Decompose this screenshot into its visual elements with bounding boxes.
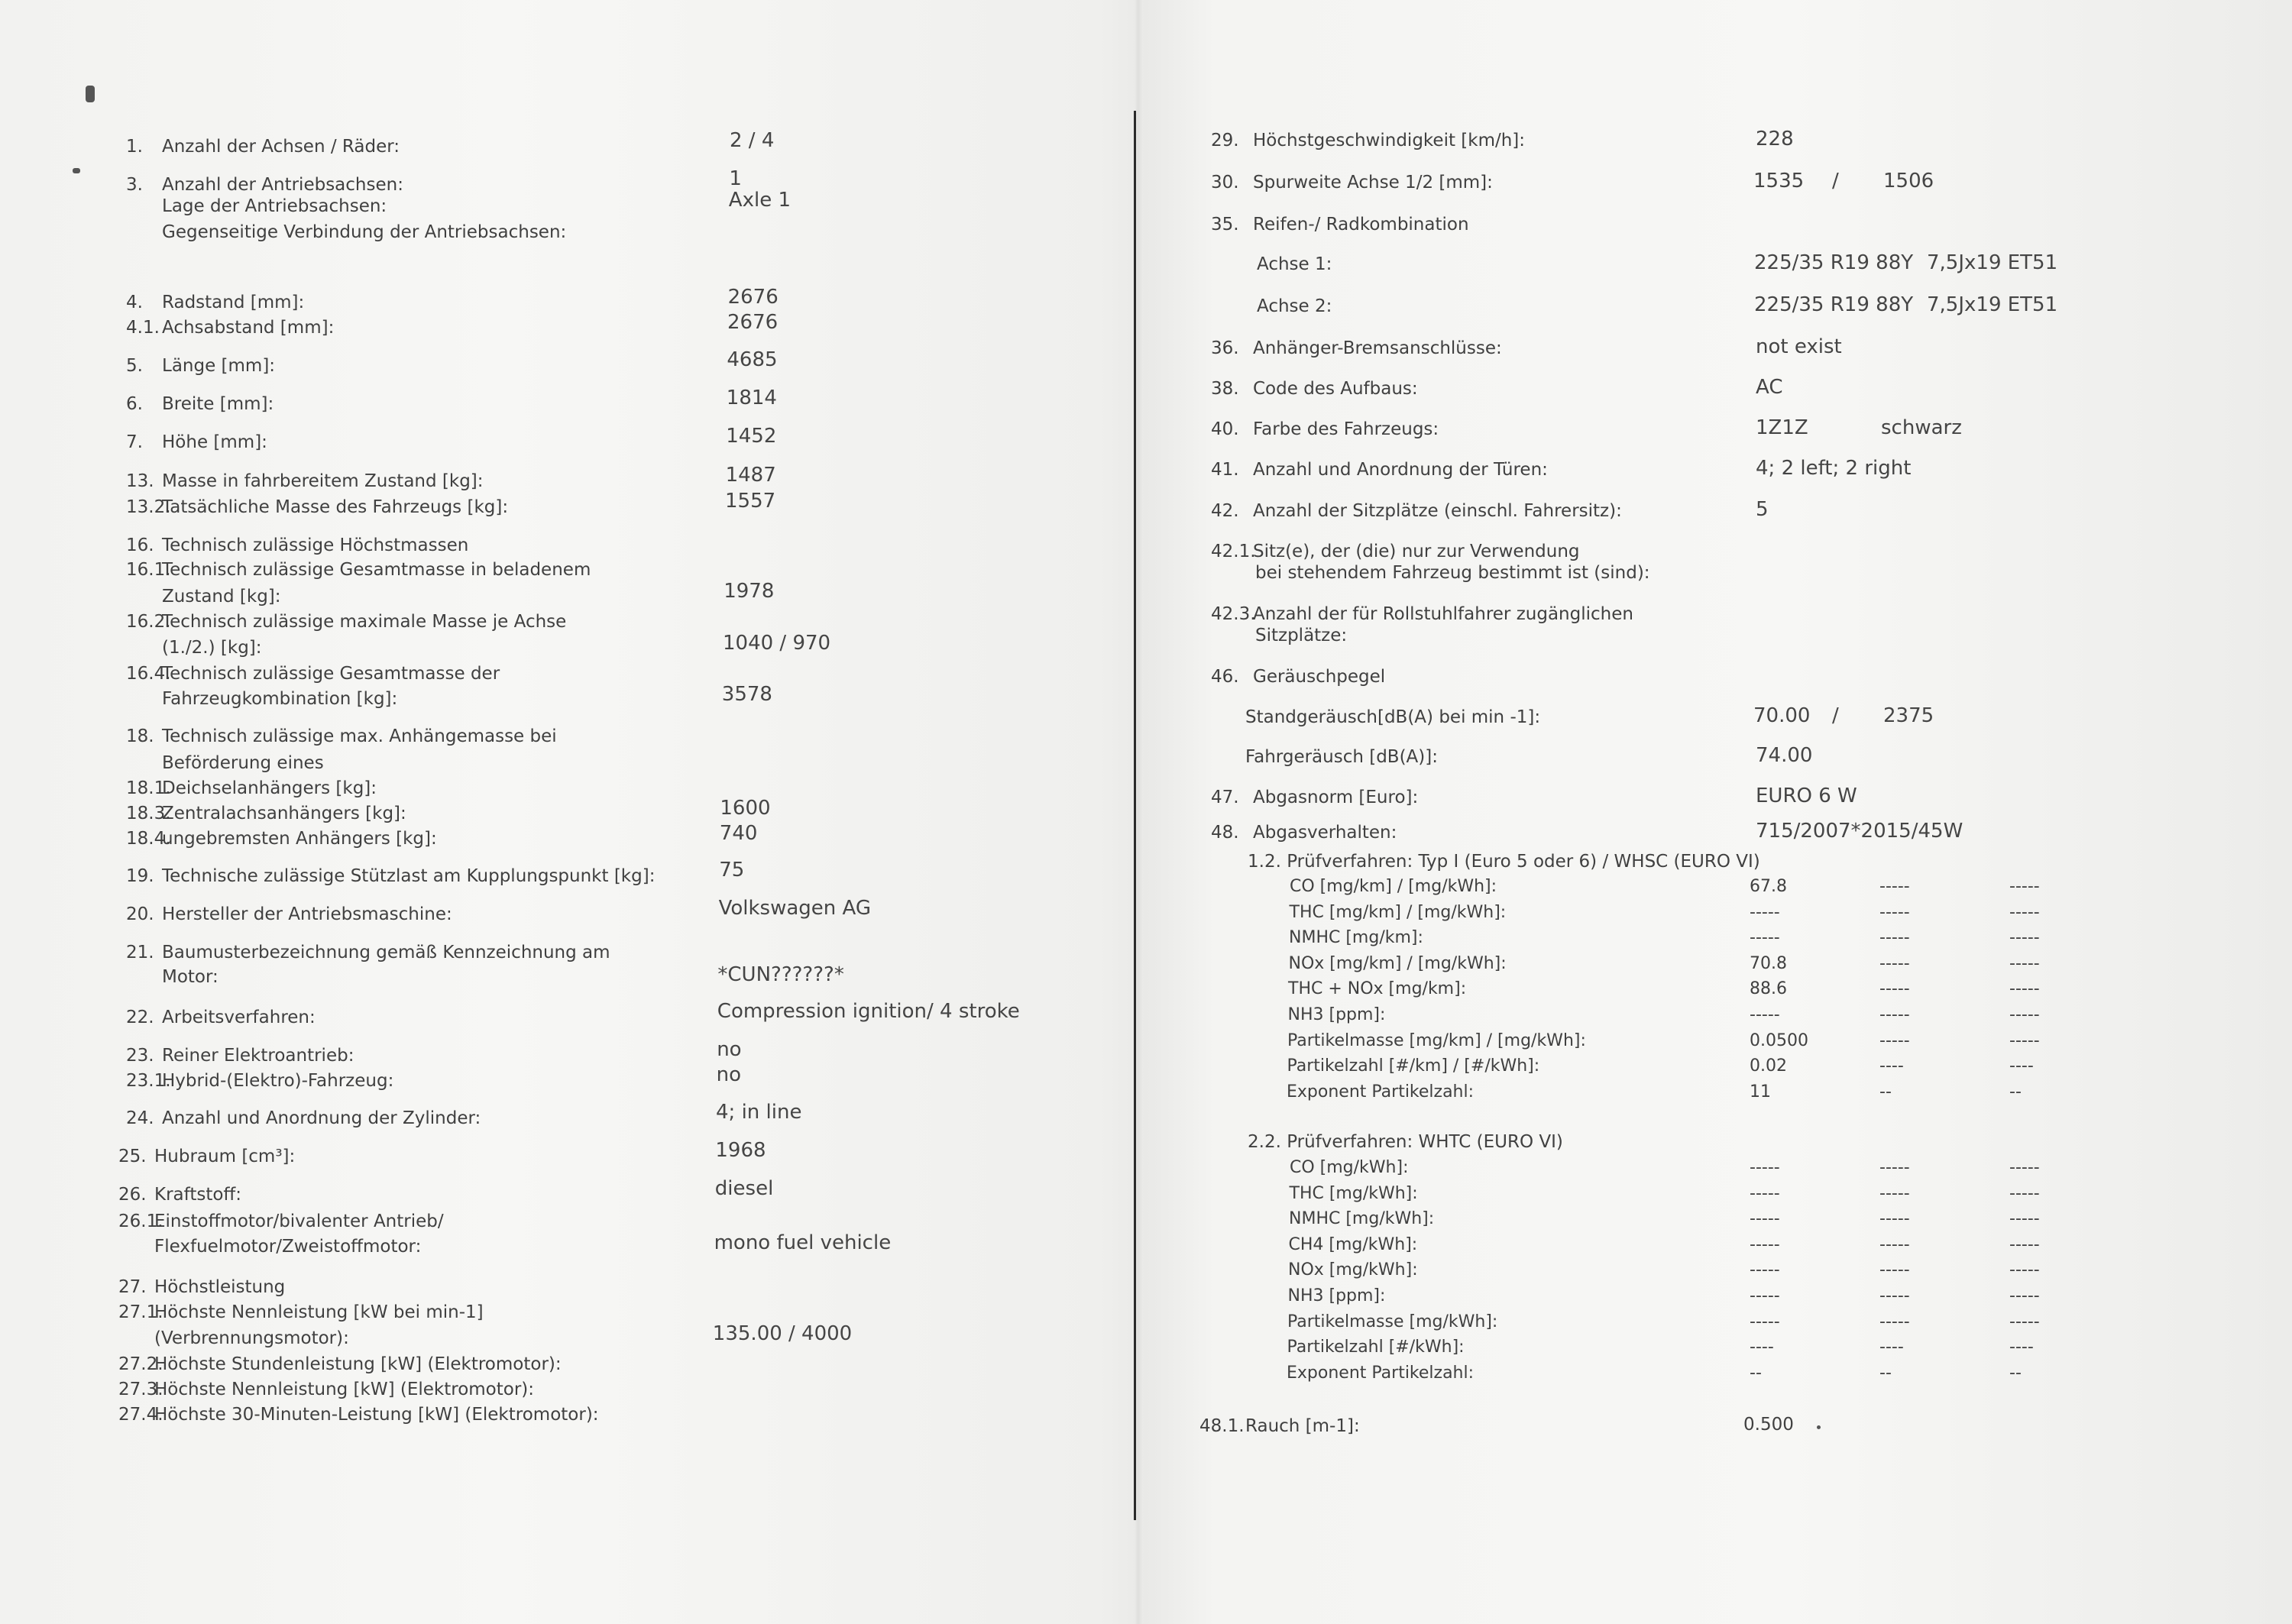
field-number: 48. (1211, 823, 1239, 843)
field-label: Breite [mm]: (162, 394, 274, 414)
emission-label: THC + NOx [mg/km]: (1288, 979, 1467, 999)
emission-value: ----- (2009, 928, 2040, 948)
field-label: Technisch zulässige maximale Masse je Achse (162, 612, 567, 632)
field-label: Masse in fahrbereitem Zustand [kg]: (162, 471, 484, 491)
emission-value: ---- (1750, 1338, 1774, 1357)
field-value: 1600 (720, 797, 771, 820)
field-label: Tatsächliche Masse des Fahrzeugs [kg]: (162, 497, 509, 517)
field-number: 40. (1211, 419, 1239, 439)
field-value: 70.00 (1753, 704, 1811, 727)
field-number: 42. (1211, 501, 1239, 521)
field-label: Höchste Nennleistung [kW] (Elektromotor): (154, 1380, 535, 1399)
field-label: Zentralachsanhängers [kg]: (162, 804, 406, 823)
field-label: Lage der Antriebsachsen: (162, 196, 387, 216)
field-value: Compression ignition/ 4 stroke (717, 1000, 1020, 1023)
field-number: 4. (126, 293, 143, 312)
field-label: Anzahl der für Rollstuhlfahrer zugänglichen (1253, 604, 1633, 624)
field-value: Axle 1 (728, 189, 791, 212)
field-label: bei stehendem Fahrzeug bestimmt ist (sind): (1255, 563, 1650, 583)
field-value: 7,5Jx19 ET51 (1927, 251, 2058, 274)
emission-value: ----- (2009, 902, 2040, 922)
field-label: Technisch zulässige max. Anhängemasse bei (162, 726, 557, 746)
field-label: Länge [mm]: (162, 356, 276, 376)
field-number: 16. (126, 535, 154, 555)
emission-value: ----- (1879, 1286, 1910, 1305)
field-value: 1452 (726, 425, 777, 448)
emission-value: -- (1879, 1363, 1892, 1383)
emission-label: NOx [mg/km] / [mg/kWh]: (1288, 953, 1507, 973)
field-number: 18.3. (126, 804, 171, 823)
field-number: 21. (126, 943, 154, 962)
field-label: Gegenseitige Verbindung der Antriebsachsen: (162, 222, 567, 242)
emission-value: ---- (2009, 1056, 2034, 1076)
field-value: *CUN??????* (717, 963, 844, 986)
emission-label: CO [mg/kWh]: (1290, 1158, 1409, 1177)
field-number: 22. (126, 1008, 154, 1027)
field-value: EURO 6 W (1756, 785, 1857, 807)
emission-value: ----- (1879, 928, 1910, 948)
emission-label: NH3 [ppm]: (1287, 1286, 1386, 1305)
emission-label: NMHC [mg/kWh]: (1289, 1209, 1435, 1229)
field-value: Volkswagen AG (718, 897, 872, 920)
emission-value: ----- (2009, 1030, 2040, 1050)
field-label: Arbeitsverfahren: (162, 1008, 316, 1027)
field-label: Höchste Stundenleistung [kW] (Elektromotor): (154, 1354, 562, 1374)
emission-value: ----- (2009, 1005, 2040, 1024)
emission-value: ----- (1750, 1286, 1780, 1305)
field-label: (1./2.) [kg]: (162, 638, 262, 658)
field-value: 1040 / 970 (723, 632, 831, 655)
field-label: Deichselanhängers [kg]: (162, 778, 377, 798)
field-number: 42.3. (1211, 604, 1256, 624)
emission-value: 0.02 (1750, 1056, 1787, 1076)
field-number: 48.1. (1199, 1416, 1245, 1436)
field-value: 1535 (1753, 170, 1805, 192)
field-number: 27.2. (118, 1354, 163, 1374)
field-value: 1968 (715, 1139, 766, 1162)
section-heading: 1.2. Prüfverfahren: Typ I (Euro 5 oder 6) / WHSC (EURO VI) (1248, 852, 1760, 872)
field-label: Anzahl und Anordnung der Zylinder: (162, 1108, 481, 1128)
field-number: 18. (126, 726, 154, 746)
field-label: Anzahl der Sitzplätze (einschl. Fahrersitz): (1253, 501, 1622, 521)
field-label: Reifen-/ Radkombination (1253, 215, 1469, 235)
emission-label: THC [mg/km] / [mg/kWh]: (1289, 902, 1507, 922)
field-number: 27.4. (118, 1405, 163, 1425)
field-label: Technisch zulässige Gesamtmasse in beladenem (162, 560, 591, 580)
field-label: Achsabstand [mm]: (162, 318, 335, 338)
field-label: Anzahl und Anordnung der Türen: (1253, 460, 1548, 480)
emission-value: 88.6 (1750, 979, 1787, 999)
ink-mark (73, 168, 80, 173)
field-label: Reiner Elektroantrieb: (162, 1046, 354, 1066)
emission-value: ----- (1879, 1260, 1910, 1280)
column-divider (1134, 111, 1136, 1520)
field-label: Rauch [m-1]: (1245, 1416, 1360, 1436)
field-label: Abgasverhalten: (1253, 823, 1397, 843)
field-label: Achse 1: (1257, 254, 1332, 274)
emission-label: Partikelzahl [#/kWh]: (1287, 1338, 1465, 1357)
field-number: 13. (126, 471, 154, 491)
emission-value: -- (2009, 1082, 2022, 1102)
emission-value: ----- (2009, 1209, 2040, 1229)
field-number: 36. (1211, 338, 1239, 358)
field-number: 30. (1211, 173, 1239, 192)
emission-value: ----- (1879, 1005, 1910, 1024)
field-number: 24. (126, 1108, 154, 1128)
emission-label: Partikelmasse [mg/kWh]: (1287, 1312, 1498, 1331)
field-number: 16.2. (126, 612, 171, 632)
field-label: Zustand [kg]: (162, 587, 281, 607)
field-label: ungebremsten Anhängers [kg]: (162, 829, 437, 849)
field-label: Höchste Nennleistung [kW bei min-1] (154, 1302, 484, 1322)
field-number: 23. (126, 1046, 154, 1066)
field-label: Baumusterbezeichnung gemäß Kennzeichnung am (162, 943, 610, 962)
emission-label: Exponent Partikelzahl: (1287, 1363, 1475, 1383)
field-number: 13.2. (126, 497, 171, 517)
section-heading: 2.2. Prüfverfahren: WHTC (EURO VI) (1248, 1132, 1563, 1152)
emission-value: ----- (1879, 1234, 1910, 1254)
field-label: Geräuschpegel (1253, 667, 1386, 687)
field-value: schwarz (1881, 416, 1962, 439)
field-number: 1. (126, 137, 143, 157)
field-number: 29. (1211, 131, 1239, 150)
emission-value: ----- (1750, 1183, 1780, 1203)
field-number: 18.1. (126, 778, 171, 798)
emission-label: NOx [mg/kWh]: (1288, 1260, 1418, 1280)
emission-value: ----- (2009, 953, 2040, 973)
emission-value: ----- (1750, 1158, 1780, 1177)
field-number: 42.1. (1211, 542, 1256, 561)
field-label: Kraftstoff: (154, 1185, 242, 1205)
emission-label: THC [mg/kWh]: (1289, 1183, 1418, 1203)
emission-value: ----- (1750, 1005, 1780, 1024)
emission-value: ----- (2009, 1286, 2040, 1305)
field-label: Anzahl der Achsen / Räder: (162, 137, 400, 157)
field-label: Farbe des Fahrzeugs: (1253, 419, 1439, 439)
field-number: 23.1. (126, 1071, 171, 1091)
field-value: 2 / 4 (730, 129, 775, 152)
field-value: 1487 (725, 464, 776, 487)
field-number: 27.3. (118, 1380, 163, 1399)
field-number: 16.1. (126, 560, 171, 580)
emission-value: ----- (2009, 979, 2040, 999)
field-label: Anzahl der Antriebsachsen: (162, 175, 403, 195)
field-value: not exist (1756, 335, 1842, 358)
field-label: Achse 2: (1257, 296, 1332, 316)
field-label: Hybrid-(Elektro)-Fahrzeug: (162, 1071, 394, 1091)
field-number: 26.1. (118, 1212, 163, 1231)
field-value: 740 (719, 822, 758, 845)
emission-value: ----- (2009, 1312, 2040, 1331)
field-label: (Verbrennungsmotor): (154, 1328, 349, 1348)
field-number: 3. (126, 175, 143, 195)
field-number: 26. (118, 1185, 147, 1205)
emission-value: ----- (2009, 1183, 2040, 1203)
field-value: 1814 (726, 387, 777, 409)
emission-label: CH4 [mg/kWh]: (1288, 1234, 1418, 1254)
emission-value: -- (1879, 1082, 1892, 1102)
field-number: 38. (1211, 379, 1239, 399)
field-value: 4; 2 left; 2 right (1756, 457, 1912, 480)
field-value: mono fuel vehicle (714, 1231, 892, 1254)
field-number: 16.4. (126, 664, 171, 684)
field-number: 6. (126, 394, 143, 414)
field-label: Beförderung eines (162, 753, 324, 773)
field-label: Code des Aufbaus: (1253, 379, 1418, 399)
field-label: Fahrgeräusch [dB(A)]: (1245, 747, 1438, 767)
emission-value: -- (1750, 1363, 1762, 1383)
field-number: 25. (118, 1147, 147, 1166)
emission-value: ----- (2009, 1158, 2040, 1177)
field-number: 4.1. (126, 318, 160, 338)
emission-value: ----- (1750, 902, 1780, 922)
field-label: Technische zulässige Stützlast am Kupplungspunkt [kg]: (162, 866, 656, 886)
ink-mark (86, 86, 95, 102)
emission-value: ----- (1750, 1234, 1780, 1254)
field-value: / (1832, 170, 1839, 192)
emission-value: ----- (2009, 877, 2040, 896)
emission-value: ----- (1750, 1312, 1780, 1331)
field-label: Abgasnorm [Euro]: (1253, 788, 1419, 807)
field-number: 19. (126, 866, 154, 886)
field-label: Höchstgeschwindigkeit [km/h]: (1253, 131, 1526, 150)
emission-label: NMHC [mg/km]: (1289, 928, 1423, 948)
field-value: 7,5Jx19 ET51 (1927, 293, 2058, 316)
field-label: Standgeräusch[dB(A) bei min -1]: (1245, 707, 1541, 727)
field-value: / (1832, 704, 1839, 727)
field-value: 2676 (727, 311, 779, 334)
field-number: 46. (1211, 667, 1239, 687)
emission-value: ----- (1750, 928, 1780, 948)
emission-value: ---- (1879, 1338, 1904, 1357)
field-value: 74.00 (1756, 744, 1813, 767)
emission-value: ----- (1750, 1209, 1780, 1229)
field-number: 27.1. (118, 1302, 163, 1322)
emission-value: ----- (1879, 1312, 1910, 1331)
field-value: 225/35 R19 88Y (1754, 251, 1914, 274)
field-number: 41. (1211, 460, 1239, 480)
emission-value: ---- (2009, 1338, 2034, 1357)
field-label: Technisch zulässige Höchstmassen (162, 535, 469, 555)
field-label: Einstoffmotor/bivalenter Antrieb/ (154, 1212, 444, 1231)
emission-value: ----- (1879, 979, 1910, 999)
field-value: no (716, 1063, 741, 1086)
field-label: Höchstleistung (154, 1277, 286, 1297)
emission-label: Partikelzahl [#/km] / [#/kWh]: (1287, 1056, 1540, 1076)
field-label: Radstand [mm]: (162, 293, 305, 312)
field-value: 1Z1Z (1756, 416, 1808, 439)
field-number: 18.4. (126, 829, 171, 849)
field-value: 228 (1756, 128, 1794, 150)
emission-value: -- (2009, 1363, 2022, 1383)
emission-value: ----- (1879, 1209, 1910, 1229)
field-number: 7. (126, 432, 143, 452)
emission-label: CO [mg/km] / [mg/kWh]: (1290, 877, 1497, 896)
field-value: 715/2007*2015/45W (1756, 820, 1963, 843)
field-label: Hersteller der Antriebsmaschine: (162, 904, 452, 924)
emission-value: ---- (1879, 1056, 1904, 1076)
emission-value: ----- (2009, 1234, 2040, 1254)
field-value: diesel (714, 1177, 774, 1200)
field-value: 2375 (1883, 704, 1934, 727)
ink-mark (1817, 1425, 1821, 1429)
field-value: 1557 (725, 490, 776, 513)
emission-value: ----- (1879, 1158, 1910, 1177)
emission-value: ----- (1879, 1030, 1910, 1050)
emission-value: ----- (1879, 902, 1910, 922)
field-number: 5. (126, 356, 143, 376)
field-label: Spurweite Achse 1/2 [mm]: (1253, 173, 1493, 192)
emission-value: ----- (1879, 1183, 1910, 1203)
field-value: 2676 (727, 286, 779, 309)
emission-label: NH3 [ppm]: (1287, 1005, 1386, 1024)
field-label: Anhänger-Bremsanschlüsse: (1253, 338, 1502, 358)
field-label: Höhe [mm]: (162, 432, 267, 452)
field-label: Höchste 30-Minuten-Leistung [kW] (Elektromotor): (154, 1405, 599, 1425)
emission-value: ----- (1879, 877, 1910, 896)
field-label: Sitzplätze: (1255, 626, 1348, 645)
emission-value: 67.8 (1750, 877, 1787, 896)
field-label: Fahrzeugkombination [kg]: (162, 689, 398, 709)
field-label: Flexfuelmotor/Zweistoffmotor: (154, 1237, 422, 1257)
field-label: Hubraum [cm³]: (154, 1147, 296, 1166)
field-value: 4; in line (716, 1101, 802, 1124)
field-number: 20. (126, 904, 154, 924)
field-value: 75 (719, 859, 745, 882)
emission-value: 11 (1750, 1082, 1771, 1102)
field-value: 5 (1756, 498, 1769, 521)
field-label: Sitz(e), der (die) nur zur Verwendung (1253, 542, 1580, 561)
field-number: 27. (118, 1277, 147, 1297)
field-value: 1978 (724, 580, 775, 603)
emission-label: Partikelmasse [mg/km] / [mg/kWh]: (1287, 1030, 1586, 1050)
field-label: Motor: (162, 967, 219, 987)
emission-value: ----- (1750, 1260, 1780, 1280)
field-value: 135.00 / 4000 (712, 1322, 853, 1345)
field-value: 3578 (721, 683, 772, 706)
field-label: Technisch zulässige Gesamtmasse der (162, 664, 500, 684)
field-value: AC (1756, 376, 1783, 399)
field-value: 1 (729, 167, 742, 190)
emission-value: ----- (2009, 1260, 2040, 1280)
field-value: 0.500 (1743, 1415, 1794, 1435)
field-value: no (717, 1038, 742, 1061)
emission-label: Exponent Partikelzahl: (1287, 1082, 1475, 1102)
emission-value: 70.8 (1750, 953, 1787, 973)
field-value: 225/35 R19 88Y (1754, 293, 1914, 316)
field-number: 35. (1211, 215, 1239, 235)
emission-value: ----- (1879, 953, 1910, 973)
field-value: 1506 (1883, 170, 1934, 192)
emission-value: 0.0500 (1750, 1030, 1808, 1050)
field-value: 4685 (727, 348, 778, 371)
field-number: 47. (1211, 788, 1239, 807)
